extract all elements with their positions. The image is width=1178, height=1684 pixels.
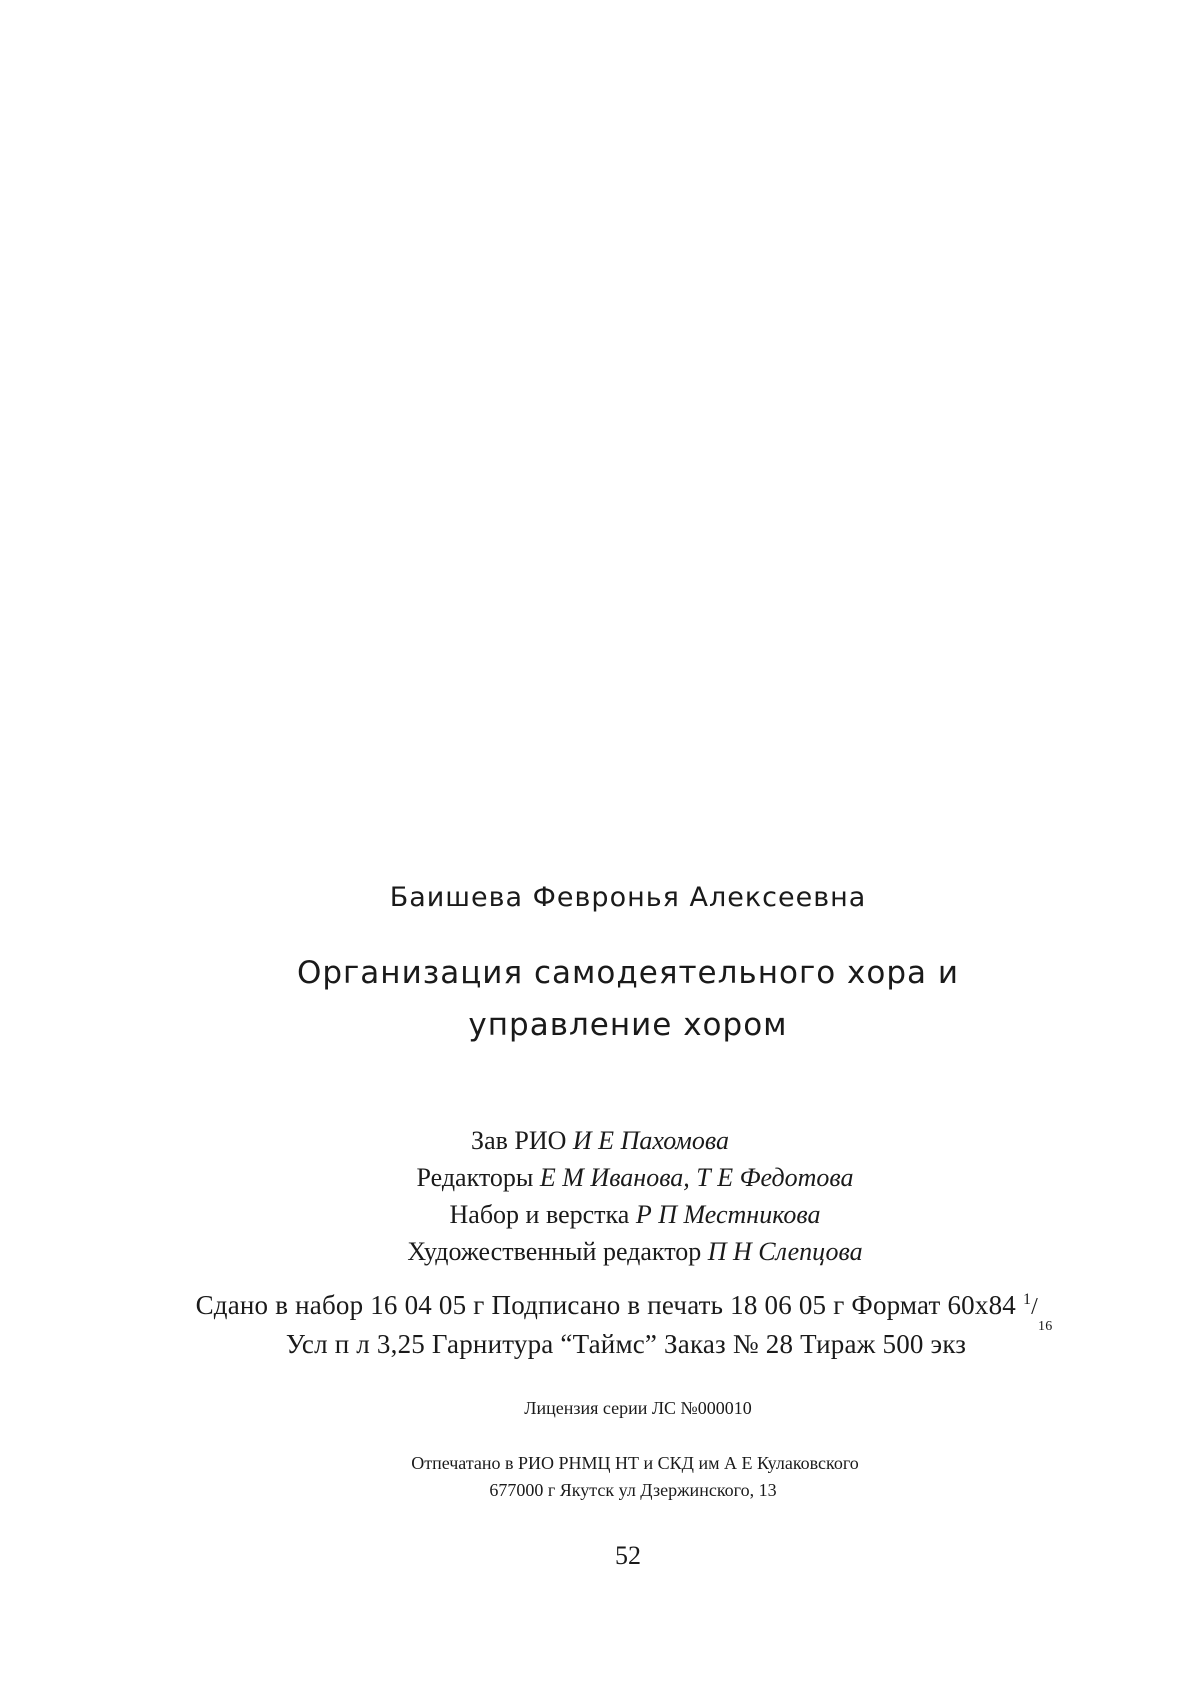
publication-dates-text: Сдано в набор 16 04 05 г Подписано в печать 18 06 05 г Формат 60х84 <box>195 1290 1023 1320</box>
credit-person: П Н Слепцова <box>707 1237 863 1266</box>
format-numerator: 1 <box>1022 1291 1032 1308</box>
credit-typesetting <box>0 1200 1178 1230</box>
credit-role: Художественный редактор <box>407 1237 708 1266</box>
printer-name: Отпечатано в РИО РНМЦ НТ и СКД им А Е Кулаковского <box>411 1453 859 1473</box>
credit-person: И Е Пахомова <box>572 1126 729 1155</box>
publication-print-details: Усл п л 3,25 Гарнитура “Таймс” Заказ № 28 Тираж 500 экз <box>285 1329 967 1359</box>
credit-role: Набор и верстка <box>449 1200 636 1229</box>
page-number: 52 <box>615 1541 641 1570</box>
printer-address: 677000 г Якутск ул Дзержинского, 13 <box>489 1480 777 1500</box>
credit-person: Р П Местникова <box>635 1200 821 1229</box>
credit-head-rio <box>100 1126 1100 1156</box>
credit-art-editor <box>0 1237 1178 1267</box>
format-slash: / <box>1031 1294 1039 1320</box>
format-denominator: 16 <box>1038 1319 1053 1334</box>
book-title-line-2: управление хором <box>468 1007 788 1043</box>
credit-editors <box>0 1163 1178 1193</box>
license-number: Лицензия серии ЛС №000010 <box>524 1398 752 1418</box>
credit-person: Е М Иванова, Т Е Федотова <box>539 1163 854 1192</box>
credit-role: Редакторы <box>416 1163 540 1192</box>
book-title-line-1: Организация самодеятельного хора и <box>296 955 960 991</box>
credit-role: Зав РИО <box>471 1126 573 1155</box>
author-name: Баишева Февронья Алексеевна <box>389 882 867 913</box>
